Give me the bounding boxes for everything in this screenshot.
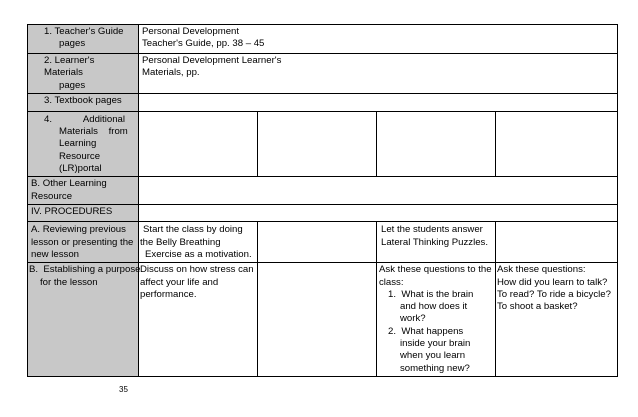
- label-line: B. Establishing a purpose: [29, 264, 141, 276]
- question-line: and how does it: [400, 301, 468, 313]
- page-number: 35: [119, 385, 128, 394]
- label-line: Resource: [59, 150, 101, 162]
- day-text-line: class:: [379, 276, 404, 288]
- day-cell: [258, 222, 377, 263]
- day-text-line: Lateral Thinking Puzzles.: [381, 236, 489, 248]
- day-cell: [258, 263, 377, 377]
- label-line: 2. Learner's Materials: [44, 55, 95, 79]
- value-cell: [139, 93, 618, 111]
- value-cell: [139, 54, 618, 94]
- day-cell: [139, 263, 258, 377]
- question-line: 1. What is the brain: [388, 288, 474, 300]
- day-cell: [496, 263, 618, 377]
- label-cell: [28, 111, 139, 176]
- value-cell: [139, 25, 618, 54]
- value-line: Teacher's Guide, pp. 38 – 45: [142, 38, 265, 50]
- day-text-line: To read? To ride a bicycle?: [497, 288, 611, 300]
- label-word: Additional: [82, 113, 125, 125]
- day-text-line: Let the students answer: [381, 224, 483, 236]
- label-line: A. Reviewing previous: [31, 224, 126, 236]
- label-cell: [28, 205, 139, 222]
- label-cell: [28, 54, 139, 94]
- value-line: Personal Development: [142, 26, 240, 37]
- day-text-line: How did you learn to talk?: [497, 276, 608, 288]
- day-text-line: Start the class by doing: [143, 224, 243, 236]
- label-cell: [28, 93, 139, 111]
- row-reviewing: [28, 222, 618, 263]
- row-teachers-guide: [28, 25, 618, 54]
- label-line: pages: [59, 38, 86, 50]
- lesson-log-table: [27, 24, 618, 377]
- label-line: pages: [59, 79, 86, 91]
- row-other-resource: [28, 177, 618, 205]
- day-text-line: affect your life and: [140, 276, 219, 288]
- label-cell: [28, 177, 139, 205]
- value-cell: [139, 205, 618, 222]
- question-line: work?: [400, 313, 426, 325]
- label-line: lesson or presenting the: [31, 236, 134, 248]
- label-word: 4.: [44, 113, 53, 125]
- day-cell: [377, 111, 496, 176]
- day-text-line: To shoot a basket?: [497, 301, 578, 313]
- question-line: when you learn: [400, 350, 466, 362]
- day-text-line: the Belly Breathing: [140, 236, 221, 248]
- day-text-line: Discuss on how stress can: [140, 264, 254, 276]
- question-line: 2. What happens: [388, 325, 464, 337]
- day-cell: [377, 263, 496, 377]
- label-line: 3. Textbook pages: [44, 94, 122, 106]
- label-line: Materials from: [59, 126, 128, 138]
- row-purpose: [28, 263, 618, 377]
- day-cell: [139, 111, 258, 176]
- label-line: new lesson: [31, 248, 79, 260]
- label-cell: [28, 222, 139, 263]
- day-cell: [496, 111, 618, 176]
- label-line: B. Other Learning: [31, 178, 107, 190]
- section-heading: IV. PROCEDURES: [31, 206, 113, 218]
- question-line: something new?: [400, 362, 470, 374]
- row-additional-materials: [28, 111, 618, 176]
- label-cell: [28, 25, 139, 54]
- label-line: for the lesson: [40, 276, 98, 288]
- day-text-line: Ask these questions:: [497, 264, 586, 276]
- label-line: 1. Teacher's Guide: [44, 26, 124, 37]
- row-learners-materials: [28, 54, 618, 94]
- day-cell: [258, 111, 377, 176]
- label-cell: [28, 263, 139, 377]
- value-line: Materials, pp.: [142, 67, 200, 79]
- value-line: Personal Development Learner's: [142, 55, 282, 66]
- day-cell: [139, 222, 258, 263]
- label-line: Resource: [31, 190, 73, 202]
- day-text-line: performance.: [140, 288, 197, 300]
- label-line: Learning: [59, 138, 97, 150]
- day-cell: [496, 222, 618, 263]
- row-procedures: [28, 205, 618, 222]
- day-text-line: Exercise as a motivation.: [145, 248, 252, 260]
- label-line: (LR)portal: [59, 163, 102, 175]
- row-textbook: [28, 93, 618, 111]
- value-cell: [139, 177, 618, 205]
- question-line: inside your brain: [400, 338, 471, 350]
- day-cell: [377, 222, 496, 263]
- day-text-line: Ask these questions to the: [379, 264, 492, 276]
